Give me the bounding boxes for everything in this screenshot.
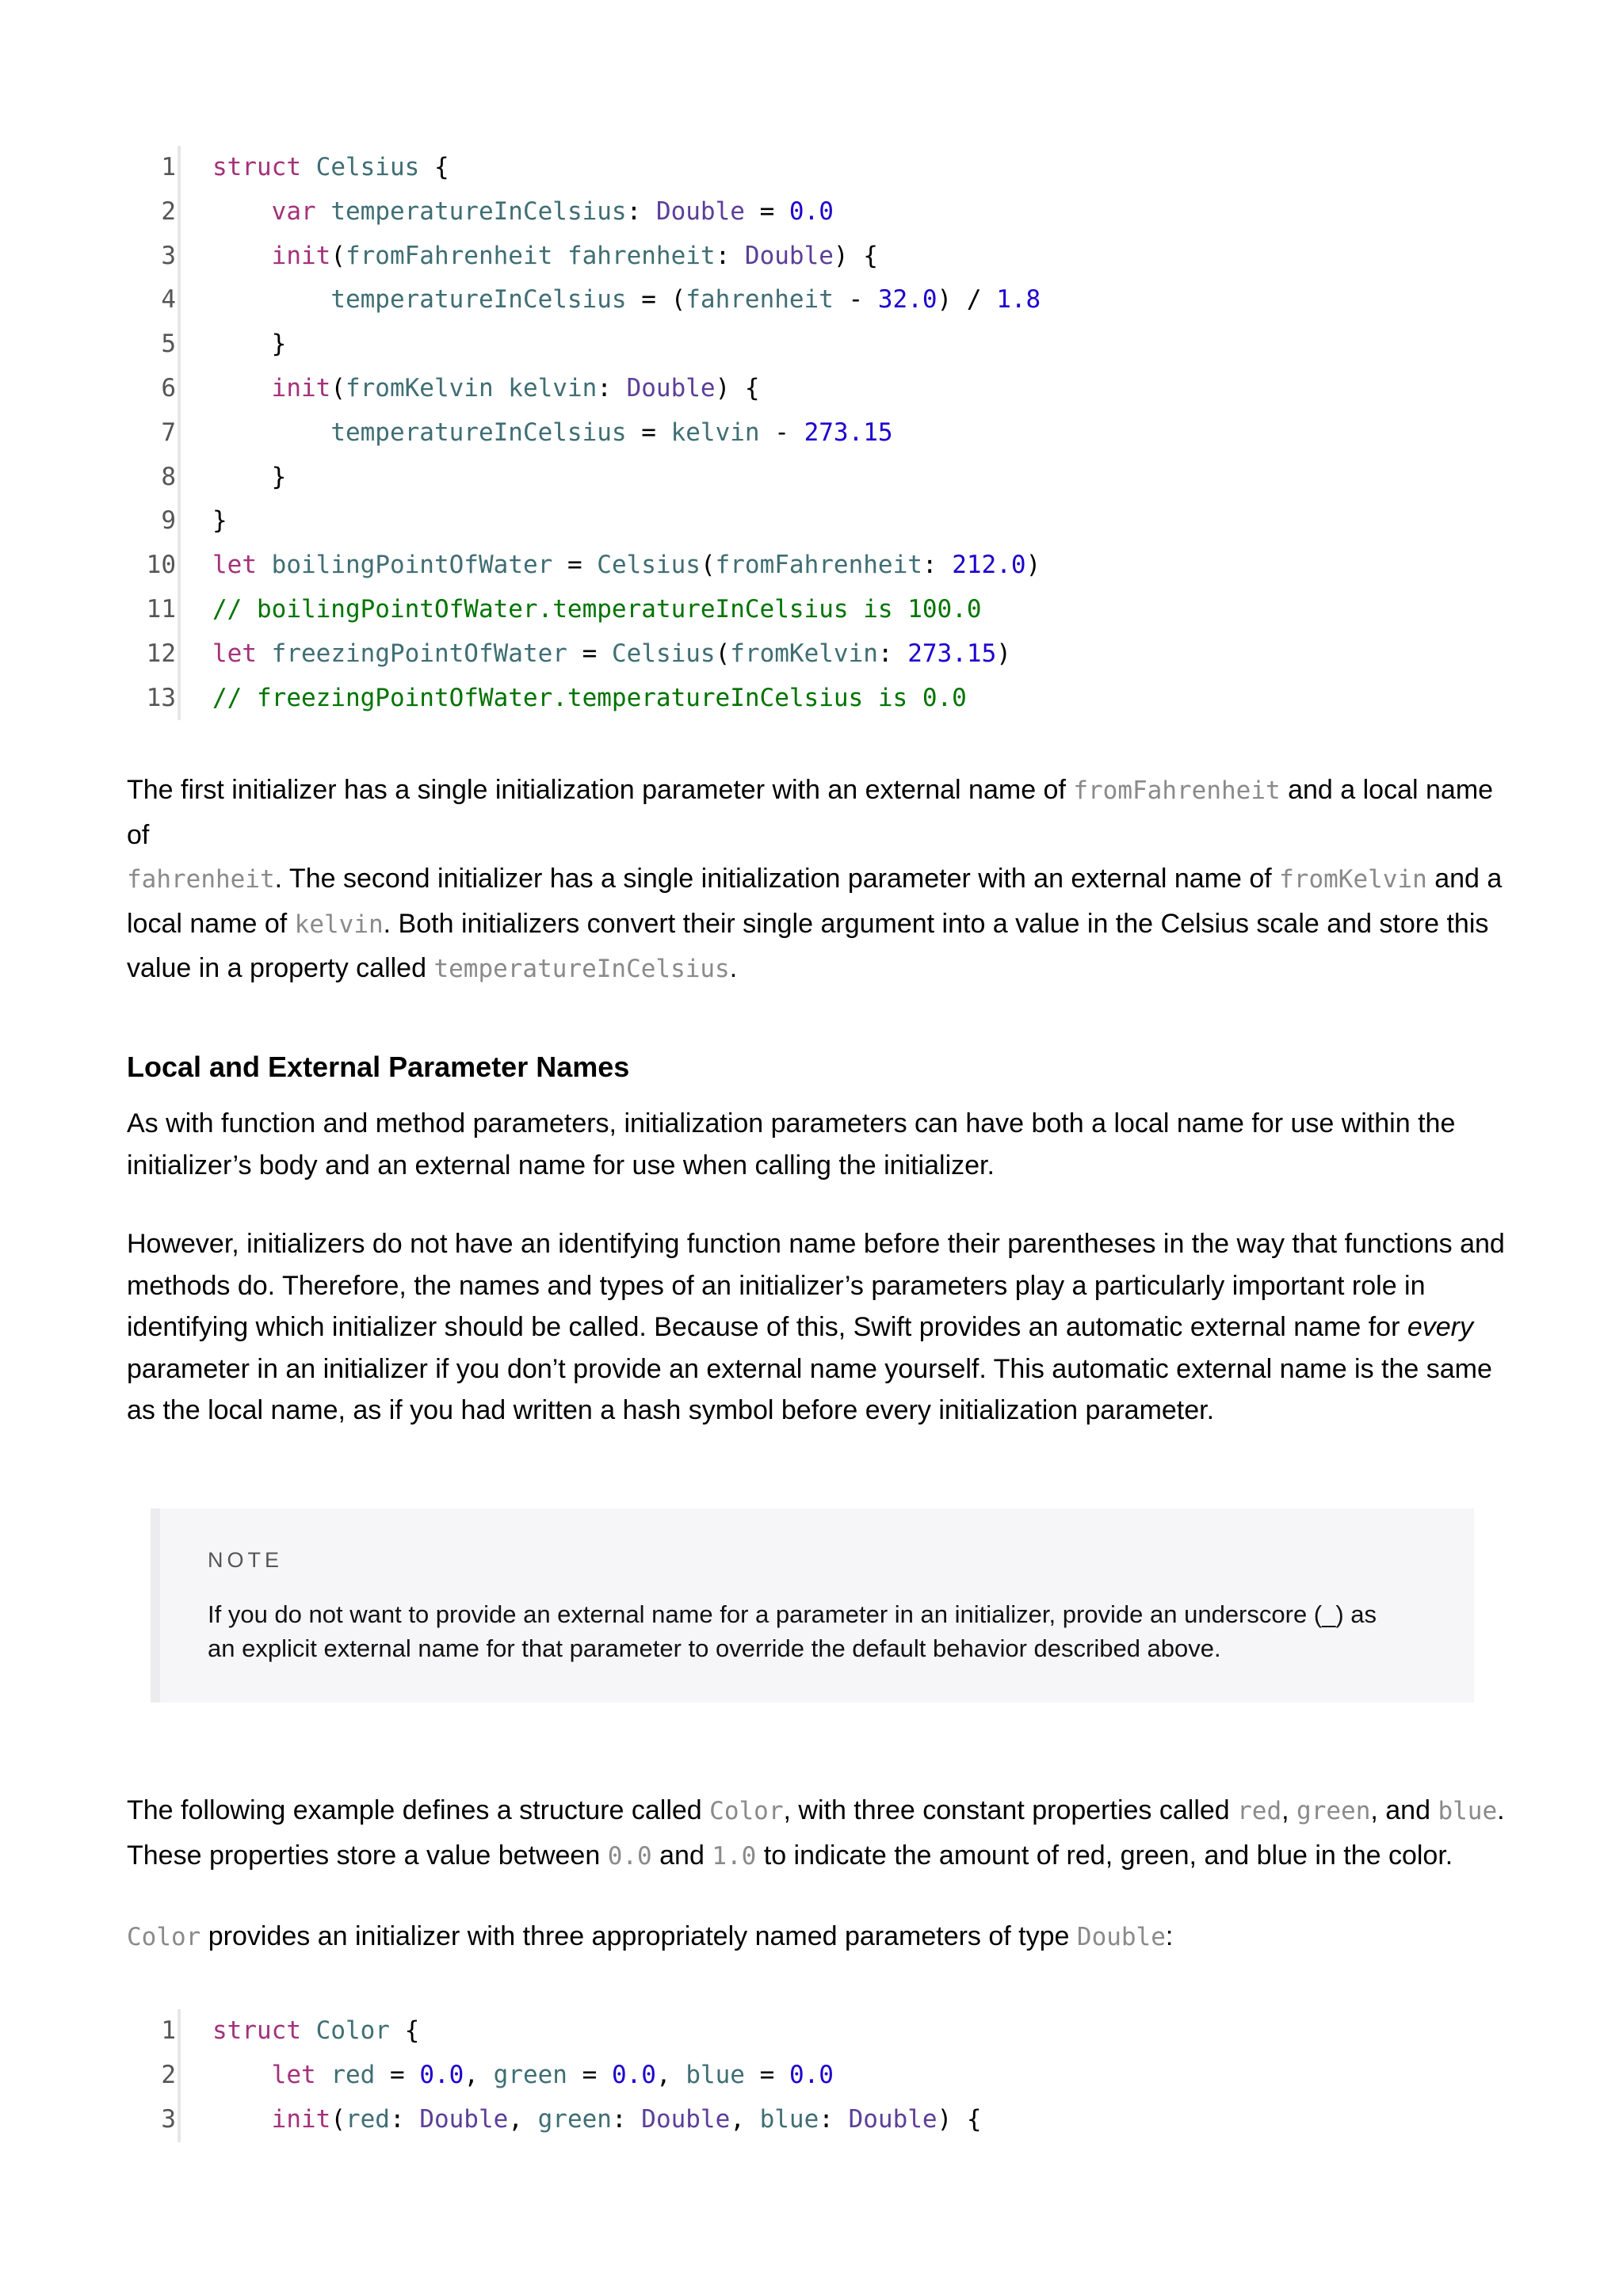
line-number: 3 [161,241,176,270]
inline-code: blue [1438,1797,1498,1825]
section-heading: Local and External Parameter Names [127,1051,630,1083]
inline-code: Color [709,1797,784,1825]
code-text: init(fromKelvin kelvin: Double) { [271,373,760,402]
line-number: 8 [161,462,176,491]
line-number: 3 [161,2104,176,2134]
inline-code: 0.0 [607,1841,652,1871]
code-text: } [212,506,227,536]
note-box [151,1508,1474,1703]
inline-code: red [1237,1797,1282,1825]
line-number: 1 [161,2016,176,2045]
inline-code: kelvin [294,910,384,939]
note-label: NOTE [208,1548,284,1572]
line-number: 5 [161,330,176,359]
code-text: struct Celsius { [212,153,449,181]
code-gutter-divider [178,2009,181,2142]
code-text: let red = 0.0, green = 0.0, blue = 0.0 [271,2060,834,2089]
code-gutter-divider [178,146,181,720]
code-text: // freezingPointOfWater.temperatureInCelsius is 0.0 [212,683,967,712]
code-text: } [212,462,287,491]
inline-code: 1.0 [712,1841,757,1871]
inline-code: green [1296,1797,1371,1825]
line-number: 12 [146,639,176,668]
line-number: 2 [161,196,176,226]
code-text: let boilingPointOfWater = Celsius(fromFahrenheit: 212.0) [212,551,1041,580]
line-number: 4 [161,285,176,315]
line-number: 9 [161,506,176,536]
paragraph-color-initializer: Color provides an initializer with three appropriately named parameters of type Double: [127,1921,1174,1951]
paragraph-initializers-explained: The first initializer has a single initialization parameter with an external name of fromFahrenheit and a local name of fahrenheit. The second initializer has a single initialization parameter with an external name of fromKelvin and a local name of kelvin. Both initializers convert their single argument into a value in the Celsius scale and store this value in a property called temperatureInCelsius. [127,775,1503,984]
code-text: struct Color { [212,2016,420,2045]
paragraph-color-structure: The following example defines a structure called Color, with three constant properties called red, green, and blue. These properties store a value between 0.0 and 1.0 to indicate the amount of red, green, and blue in the color. [127,1795,1505,1871]
code-text: temperatureInCelsius = kelvin - 273.15 [330,418,893,447]
inline-code: Double [1076,1923,1166,1951]
code-text: } [212,330,287,359]
line-number: 10 [146,551,176,580]
code-text: var temperatureInCelsius: Double = 0.0 [271,196,834,226]
code-text: init(fromFahrenheit fahrenheit: Double) { [271,241,878,270]
code-text: temperatureInCelsius = (fahrenheit - 32.0) / 1.8 [330,285,1041,315]
line-number: 1 [161,153,176,181]
line-number: 2 [161,2060,176,2089]
code-text: // boilingPointOfWater.temperatureInCelsius is 100.0 [212,594,982,624]
line-number: 11 [146,594,176,624]
code-text: let freezingPointOfWater = Celsius(fromKelvin: 273.15) [212,639,1011,668]
paragraph-automatic-external-names: However, initializers do not have an identifying function name before their parentheses in the way that functions and methods do. Therefore, the names and types of an initializer’s parameters play a particularly important role in identifying which initializer should be called. Because of this, Swift provides an automatic external name for every parameter in an initializer if you don’t provide an external name yourself. This automatic external name is the same as the local name, as if you had written a hash symbol before every initialization parameter. [127,1229,1505,1425]
note-text: If you do not want to provide an external name for a parameter in an initializer, provide an underscore (_) as an explicit external name for that parameter to override the default behavior described above. [208,1600,1377,1662]
paragraph-parameter-names: As with function and method parameters, initialization parameters can have both a local name for use within the initializer’s body and an external name for use when calling the initializer. [127,1108,1456,1180]
code-text: init(red: Double, green: Double, blue: Double) { [271,2104,982,2134]
inline-code: fromFahrenheit [1073,776,1281,805]
line-number: 13 [146,683,176,712]
inline-code: Color [127,1923,201,1951]
inline-code: temperatureInCelsius [433,955,730,984]
line-number: 6 [161,373,176,402]
inline-code: fahrenheit [127,865,275,894]
inline-code: fromKelvin [1279,865,1427,894]
line-number: 7 [161,418,176,447]
